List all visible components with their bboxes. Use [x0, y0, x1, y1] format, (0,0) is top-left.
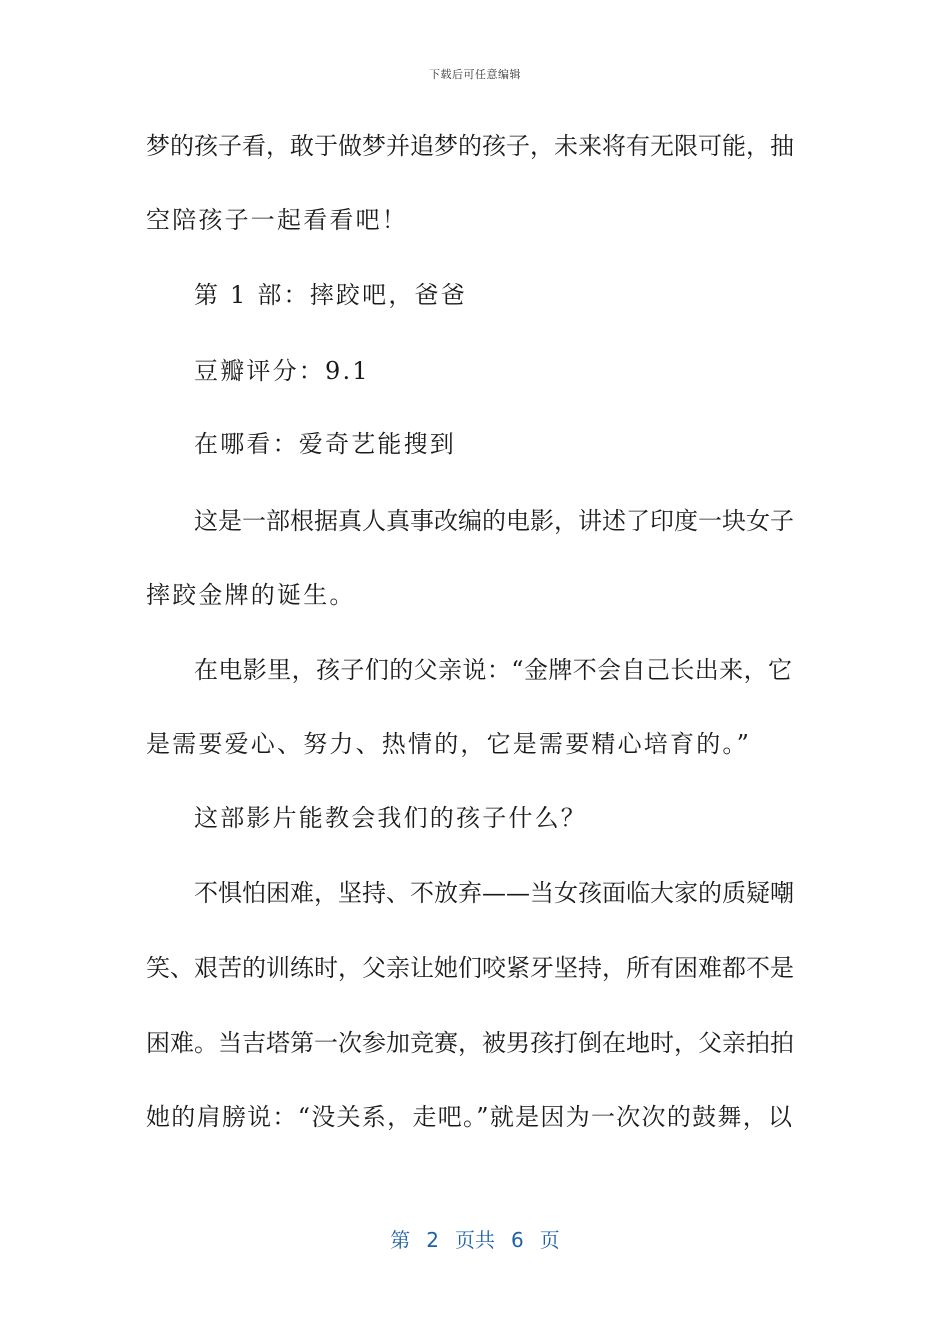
page-footer	[0, 1224, 950, 1253]
paragraph-line: 笑、艰苦的训练时，父亲让她们咬紧牙坚持，所有困难都不是	[146, 954, 794, 982]
paragraph-line: 梦的孩子看，敢于做梦并追梦的孩子，未来将有无限可能，抽	[146, 132, 794, 160]
paragraph-line: 在电影里，孩子们的父亲说：“金牌不会自己长出来，它	[194, 656, 792, 684]
paragraph-line: 困难。当吉塔第一次参加竞赛，被男孩打倒在地时，父亲拍拍	[146, 1029, 794, 1057]
footer-suffix: 页	[539, 1228, 560, 1252]
page-header: 下载后可任意编辑	[429, 68, 521, 81]
total-page-count: 6	[511, 1228, 524, 1252]
section-title: 第 1 部：摔跤吧，爸爸	[194, 281, 467, 309]
paragraph-line: 空陪孩子一起看看吧！	[146, 206, 408, 234]
paragraph-line: 是需要爱心、努力、热情的，它是需要精心培育的。”	[146, 730, 752, 758]
where-to-watch-line: 在哪看：爱奇艺能搜到	[194, 430, 456, 458]
paragraph-line: 不惧怕困难，坚持、不放弃——当女孩面临大家的质疑嘲	[194, 879, 794, 907]
rating-line: 豆瓣评分：9.1	[194, 357, 370, 385]
paragraph-line: 摔跤金牌的诞生。	[146, 581, 356, 609]
footer-prefix: 第	[390, 1228, 411, 1252]
paragraph-line: 这部影片能教会我们的孩子什么？	[194, 804, 587, 832]
paragraph-line: 她的肩膀说：“没关系，走吧。”就是因为一次次的鼓舞，以	[146, 1103, 792, 1131]
footer-middle: 页共	[455, 1228, 495, 1252]
current-page-number: 2	[426, 1228, 439, 1252]
paragraph-line: 这是一部根据真人真事改编的电影，讲述了印度一块女子	[194, 507, 794, 535]
